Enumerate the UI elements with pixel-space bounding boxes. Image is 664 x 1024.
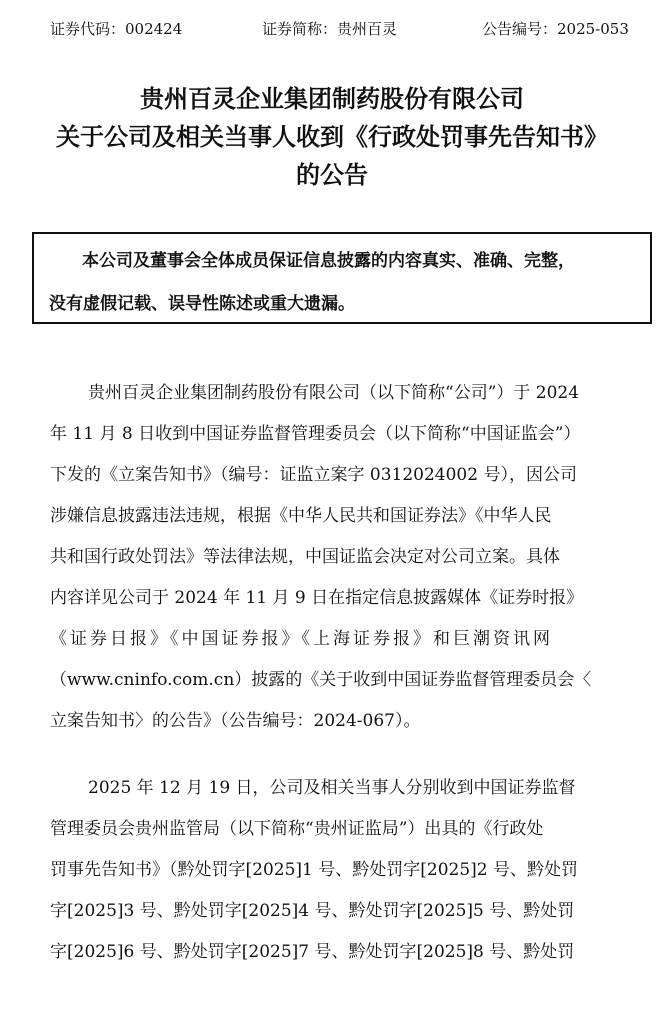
announcement-number: 公告编号：2025-053 — [482, 20, 629, 38]
paragraph-line: 年 11 月 8 日收到中国证券监督管理委员会（以下简称“中国证监会”） — [50, 424, 581, 444]
paragraph-line: 下发的《立案告知书》（编号：证监立案字 0312024002 号），因公司 — [50, 465, 577, 485]
document-title — [0, 80, 664, 194]
document-header — [0, 18, 664, 42]
paragraph-line: 罚事先告知书》（黔处罚字[2025]1 号、黔处罚字[2025]2 号、黔处罚 — [50, 860, 578, 880]
notice-line-1: 本公司及董事会全体成员保证信息披露的内容真实、准确、完整， — [82, 251, 575, 271]
security-short-name: 证券简称：贵州百灵 — [262, 20, 398, 38]
paragraph-line: 《证券日报》《中国证券报》《上海证券报》和巨潮资讯网 — [50, 629, 553, 649]
paragraph-line: 立案告知书〉的公告》（公告编号：2024-067）。 — [50, 711, 421, 731]
title-line-1: 贵州百灵企业集团制药股份有限公司 — [140, 85, 524, 113]
paragraph-line: 共和国行政处罚法》等法律法规，中国证监会决定对公司立案。具体 — [50, 547, 560, 567]
paragraph-line: 字[2025]3 号、黔处罚字[2025]4 号、黔处罚字[2025]5 号、黔处罚 — [50, 901, 575, 921]
paragraph-line: （www.cninfo.com.cn）披露的《关于收到中国证券监督管理委员会〈 — [50, 670, 592, 690]
security-code: 证券代码：002424 — [50, 20, 183, 38]
disclosure-guarantee-box — [32, 232, 652, 324]
paragraph-line: 贵州百灵企业集团制药股份有限公司（以下简称“公司”）于 2024 — [88, 383, 580, 403]
notice-line-2: 没有虚假记载、误导性陈述或重大遗漏。 — [49, 294, 355, 314]
paragraph-line: 涉嫌信息披露违法违规，根据《中华人民共和国证券法》《中华人民 — [50, 506, 552, 526]
paragraph-line: 内容详见公司于 2024 年 11 月 9 日在指定信息披露媒体《证券时报》 — [50, 588, 584, 608]
title-line-2: 关于公司及相关当事人收到《行政处罚事先告知书》 — [56, 123, 608, 151]
title-line-3: 的公告 — [296, 161, 368, 189]
paragraph-line: 管理委员会贵州监管局（以下简称“贵州证监局”）出具的《行政处 — [50, 819, 544, 839]
paragraph-line: 2025 年 12 月 19 日，公司及相关当事人分别收到中国证券监督 — [88, 778, 576, 798]
paragraph-line: 字[2025]6 号、黔处罚字[2025]7 号、黔处罚字[2025]8 号、黔处罚 — [50, 942, 575, 962]
